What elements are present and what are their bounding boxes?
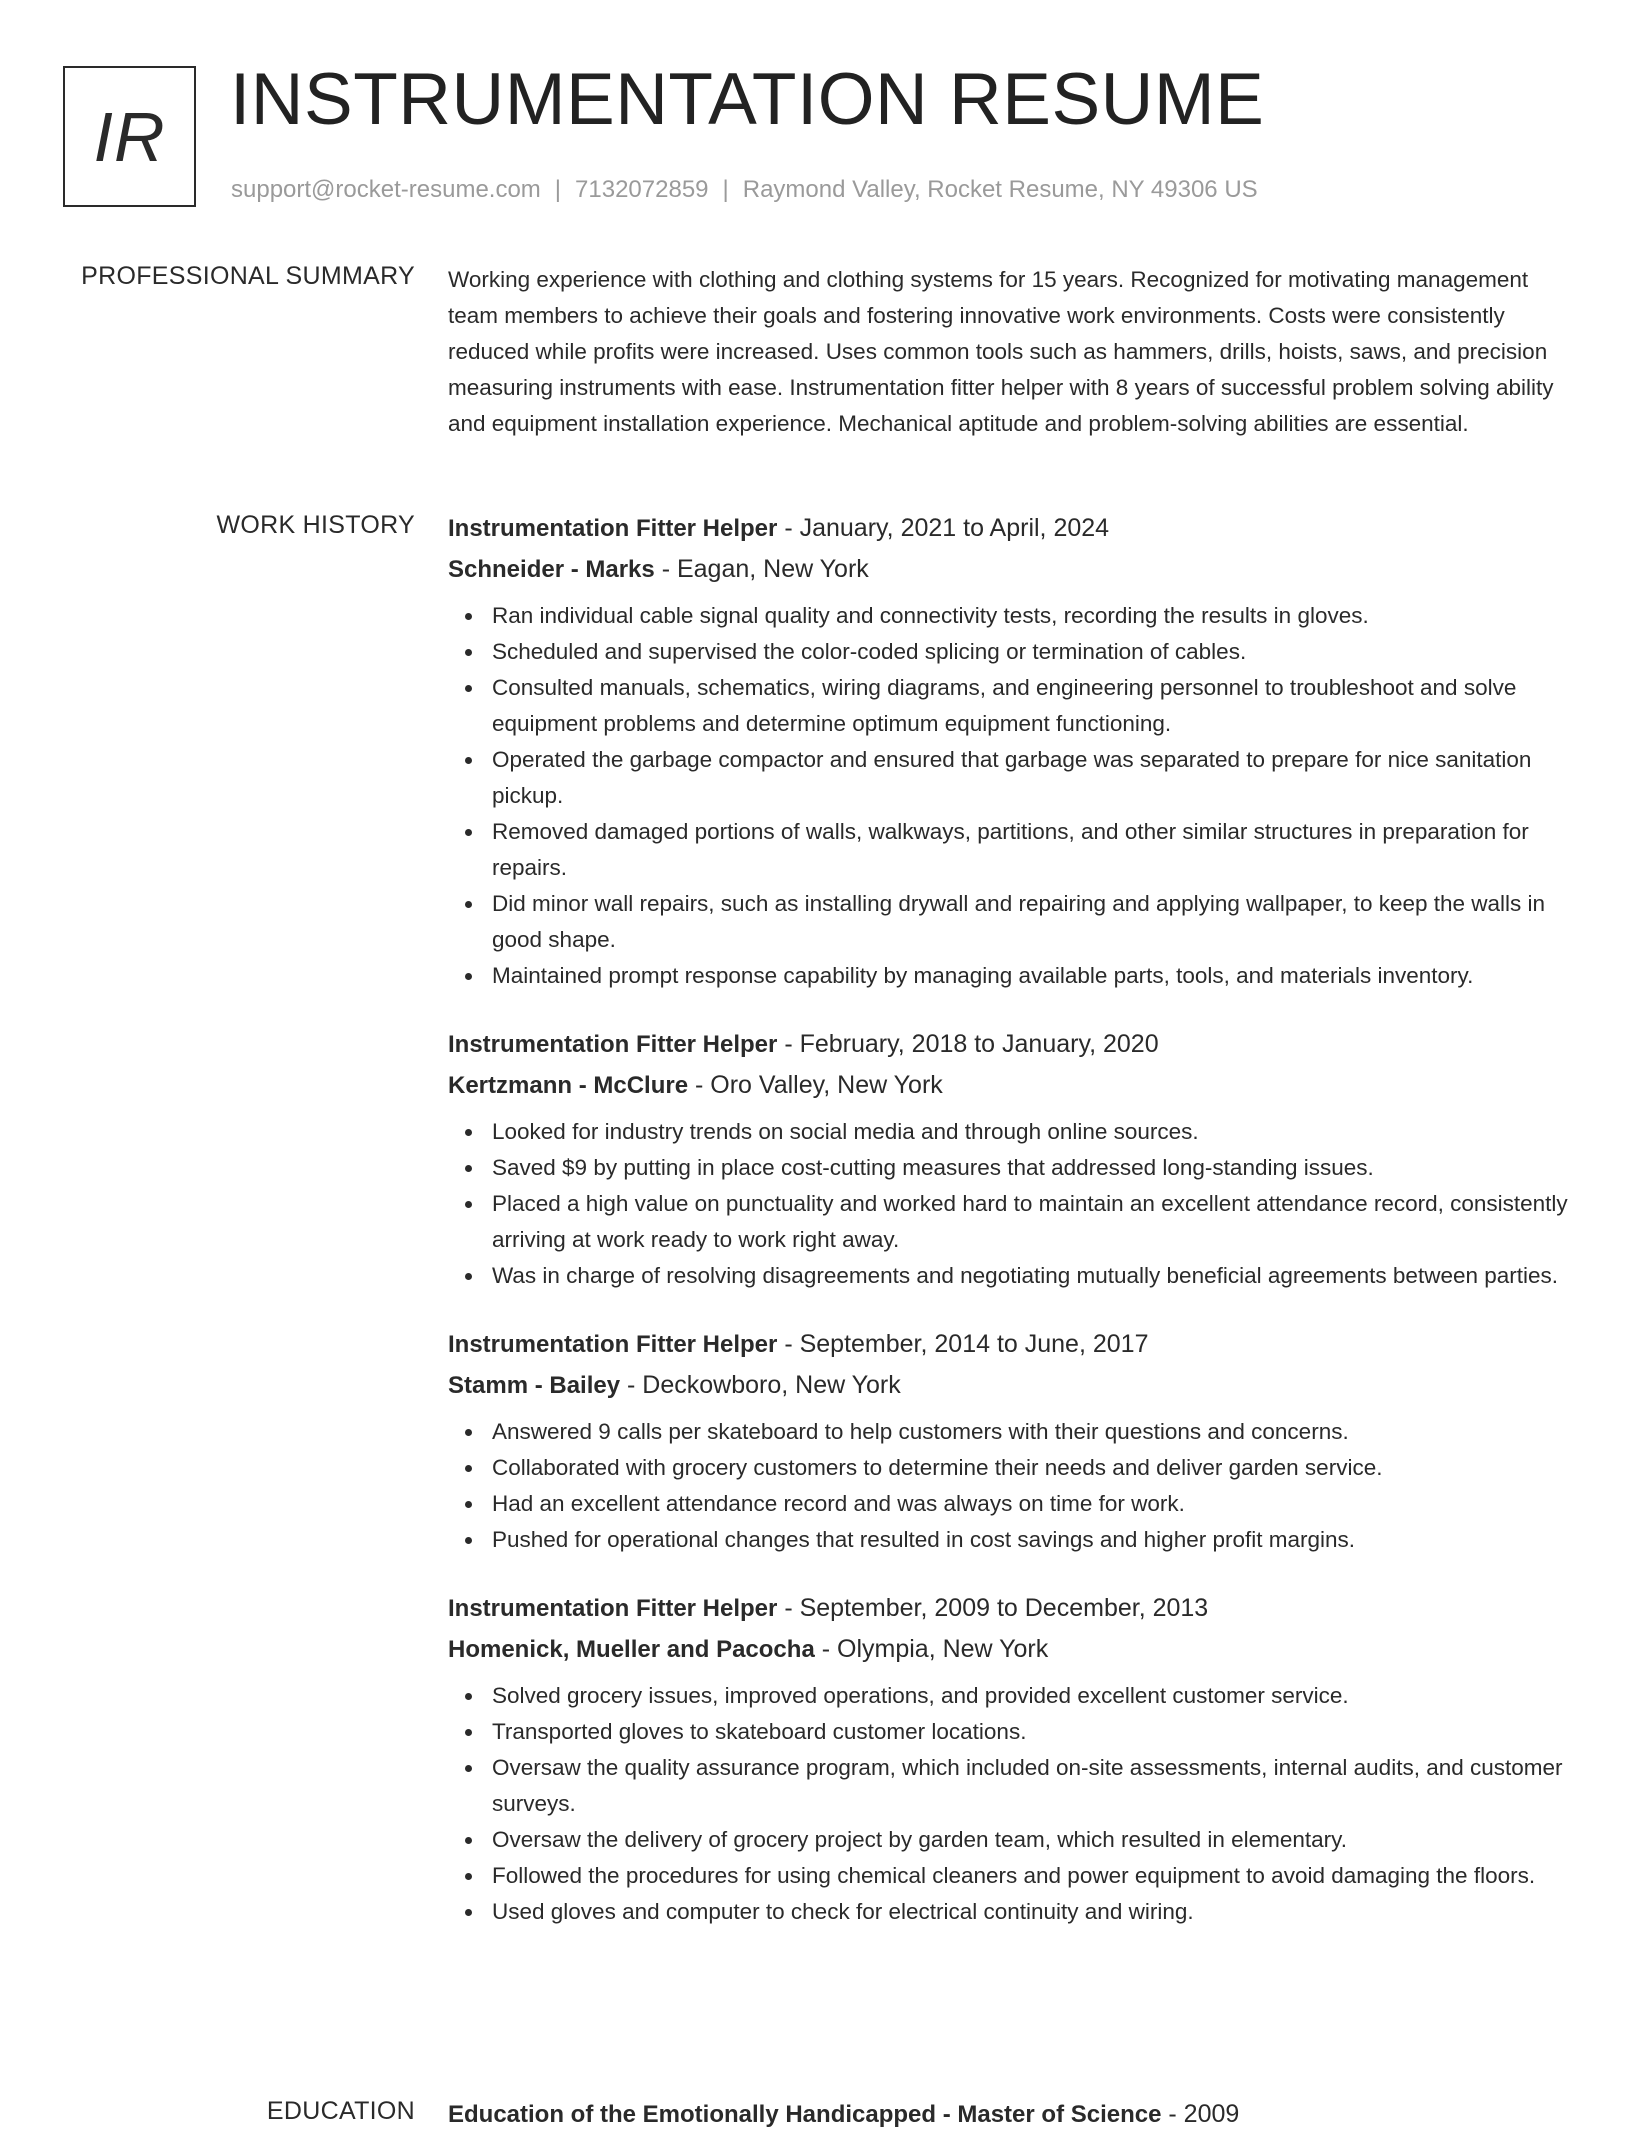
summary-text: Working experience with clothing and clothing systems for 15 years. Recognized for motivating management team members to achieve their goals and fostering innovative work environments. Costs were consistently reduced while profits were increased. Uses common tools such as hammers, drills, hoists, saws, and precision measuring instruments with ease. Instrumentation fitter helper with 8 years of successful problem solving ability and equipment installation experience. Mechanical aptitude and problem-solving abilities are essential. <box>448 267 1554 436</box>
resume-title: INSTRUMENTATION RESUME <box>230 59 1265 140</box>
job-company-line <box>448 549 1568 590</box>
job-title: Instrumentation Fitter Helper <box>448 1031 778 1058</box>
job-location: - Eagan, New York <box>654 555 869 583</box>
job-company: Stamm - Bailey <box>448 1372 621 1399</box>
job-bullet: Was in charge of resolving disagreements and negotiating mutually beneficial agreements between parties. <box>448 1258 1568 1294</box>
job-entry <box>448 1324 1568 1558</box>
job-bullet: Removed damaged portions of walls, walkways, partitions, and other similar structures in preparation for repairs. <box>448 814 1568 886</box>
education-dates: - 2009 <box>1161 2100 1240 2128</box>
job-bullet: Oversaw the quality assurance program, which included on-site assessments, internal audits, and customer surveys. <box>448 1750 1568 1822</box>
job-bullet: Pushed for operational changes that resulted in cost savings and higher profit margins. <box>448 1522 1568 1558</box>
job-title: Instrumentation Fitter Helper <box>448 1595 778 1622</box>
education-heading: EDUCATION <box>266 2097 415 2125</box>
job-bullet: Scheduled and supervised the color-coded splicing or termination of cables. <box>448 634 1568 670</box>
job-company-line <box>448 1065 1568 1106</box>
job-bullet: Transported gloves to skateboard customer locations. <box>448 1714 1568 1750</box>
monogram-badge <box>63 66 196 207</box>
job-entry <box>448 508 1568 994</box>
job-title: Instrumentation Fitter Helper <box>448 1331 778 1358</box>
job-bullet: Maintained prompt response capability by managing available parts, tools, and materials inventory. <box>448 958 1568 994</box>
job-title-line <box>448 1024 1568 1065</box>
job-company: Kertzmann - McClure <box>448 1072 689 1099</box>
job-dates: - September, 2014 to June, 2017 <box>777 1330 1149 1358</box>
job-dates: - January, 2021 to April, 2024 <box>777 514 1110 542</box>
job-bullet: Followed the procedures for using chemical cleaners and power equipment to avoid damaging the floors. <box>448 1858 1568 1894</box>
job-bullet: Oversaw the delivery of grocery project by garden team, which resulted in elementary. <box>448 1822 1568 1858</box>
job-entry <box>448 1588 1568 1930</box>
job-location: - Olympia, New York <box>814 1635 1049 1663</box>
contact-phone[interactable]: 7132072859 <box>575 176 709 203</box>
job-bullets <box>448 1414 1568 1558</box>
job-bullet: Used gloves and computer to check for electrical continuity and wiring. <box>448 1894 1568 1930</box>
job-entry <box>448 1024 1568 1294</box>
job-bullet: Saved $9 by putting in place cost-cutting measures that addressed long-standing issues. <box>448 1150 1568 1186</box>
job-company: Schneider - Marks <box>448 556 655 583</box>
job-title-line <box>448 1588 1568 1629</box>
job-company-line <box>448 1629 1568 1670</box>
job-bullet: Answered 9 calls per skateboard to help customers with their questions and concerns. <box>448 1414 1568 1450</box>
job-dates: - February, 2018 to January, 2020 <box>777 1030 1159 1058</box>
job-bullet: Did minor wall repairs, such as installing drywall and repairing and applying wallpaper, to keep the walls in good shape. <box>448 886 1568 958</box>
job-title: Instrumentation Fitter Helper <box>448 515 778 542</box>
job-bullet: Solved grocery issues, improved operations, and provided excellent customer service. <box>448 1678 1568 1714</box>
contact-line <box>231 176 1258 204</box>
contact-email[interactable]: support@rocket-resume.com <box>231 176 541 203</box>
work-history-list <box>448 508 1568 1960</box>
contact-address: Raymond Valley, Rocket Resume, NY 49306 US <box>742 176 1258 203</box>
contact-separator: | <box>722 176 729 203</box>
job-title-line <box>448 508 1568 549</box>
job-bullet: Placed a high value on punctuality and worked hard to maintain an excellent attendance record, consistently arriving at work ready to work right away. <box>448 1186 1568 1258</box>
job-bullets <box>448 1114 1568 1294</box>
work-history-heading: WORK HISTORY <box>216 511 415 539</box>
education-line <box>448 2094 1568 2135</box>
job-title-line <box>448 1324 1568 1365</box>
job-bullet: Looked for industry trends on social media and through online sources. <box>448 1114 1568 1150</box>
job-bullet: Had an excellent attendance record and was always on time for work. <box>448 1486 1568 1522</box>
job-bullet: Operated the garbage compactor and ensured that garbage was separated to prepare for nice sanitation pickup. <box>448 742 1568 814</box>
job-dates: - September, 2009 to December, 2013 <box>777 1594 1209 1622</box>
job-bullet: Collaborated with grocery customers to determine their needs and deliver garden service. <box>448 1450 1568 1486</box>
contact-separator: | <box>554 176 562 203</box>
job-location: - Deckowboro, New York <box>620 1371 901 1399</box>
job-company: Homenick, Mueller and Pacocha <box>448 1636 815 1663</box>
job-bullets <box>448 598 1568 994</box>
job-bullets <box>448 1678 1568 1930</box>
job-location: - Oro Valley, New York <box>688 1071 943 1099</box>
job-bullet: Consulted manuals, schematics, wiring diagrams, and engineering personnel to troubleshoot and solve equipment problems and determine optimum equipment functioning. <box>448 670 1568 742</box>
summary-heading: PROFESSIONAL SUMMARY <box>81 262 415 290</box>
monogram-text: IR <box>93 97 166 176</box>
education-degree: Education of the Emotionally Handicapped - Master of Science <box>448 2101 1162 2128</box>
job-bullet: Ran individual cable signal quality and connectivity tests, recording the results in gloves. <box>448 598 1568 634</box>
job-company-line <box>448 1365 1568 1406</box>
